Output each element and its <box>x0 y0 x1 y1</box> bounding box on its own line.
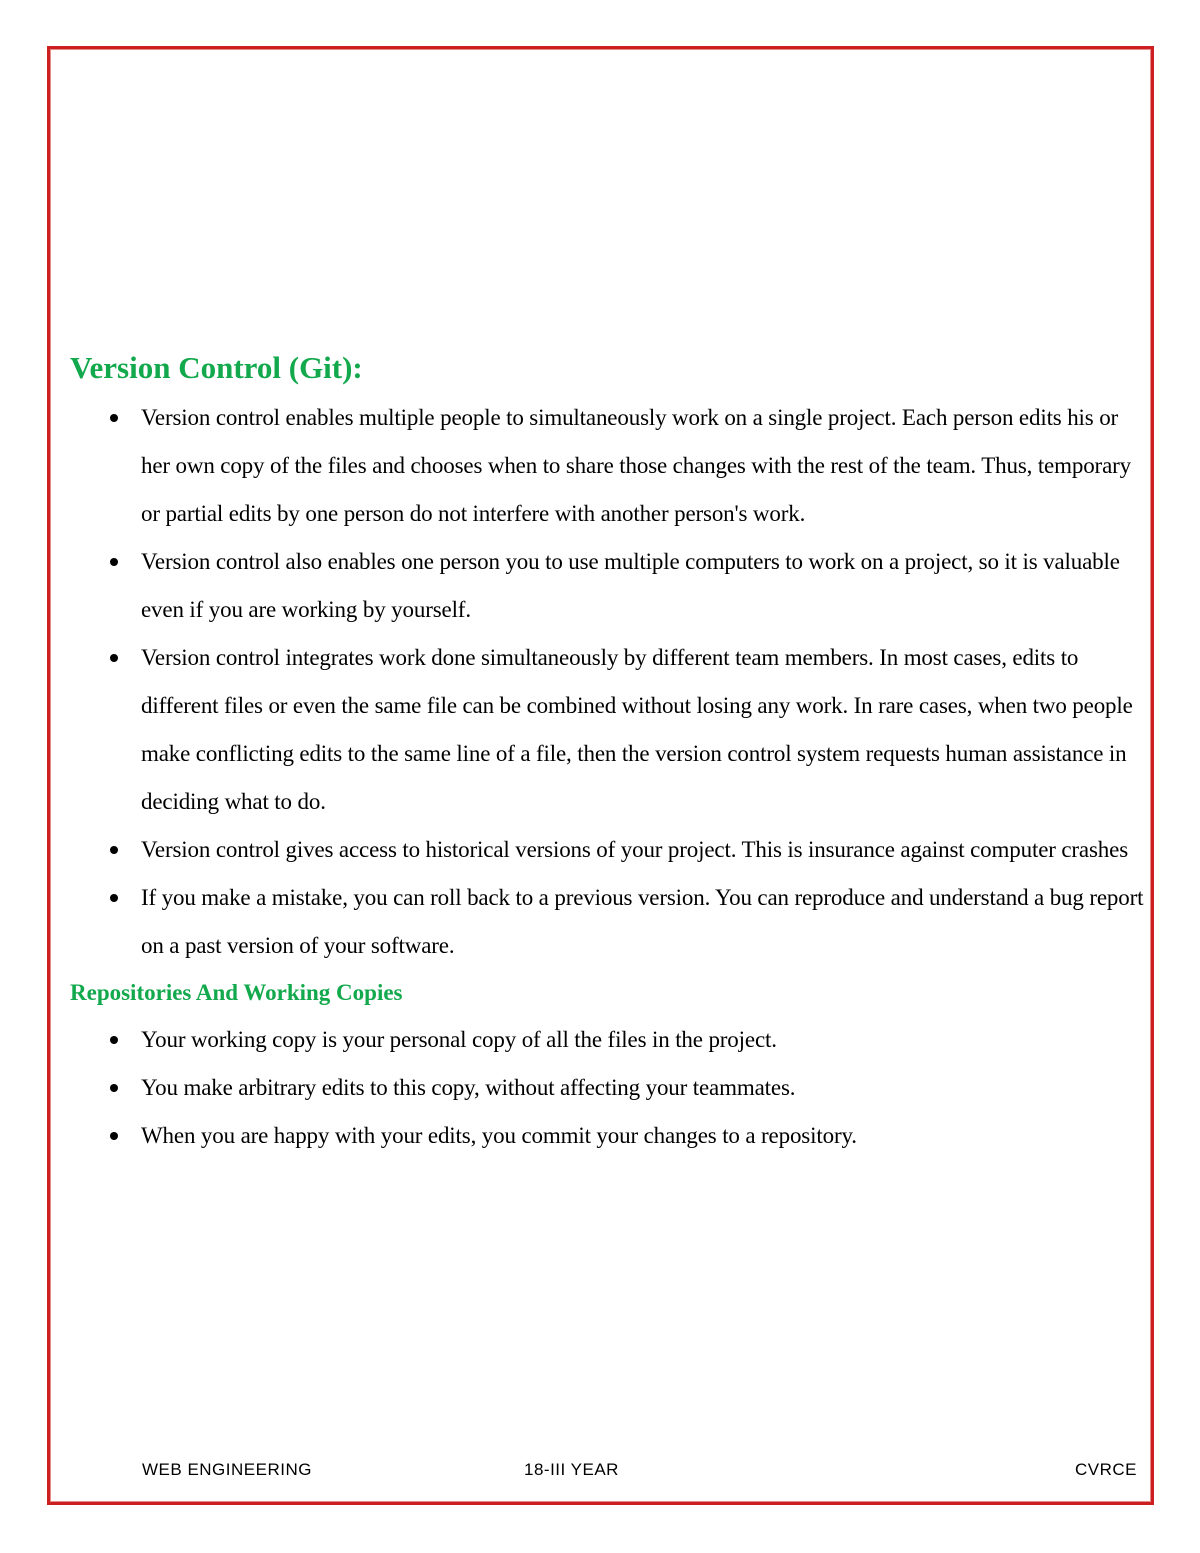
list-item <box>70 538 1150 634</box>
bullet-icon <box>110 558 118 566</box>
bullet-icon <box>110 1036 118 1044</box>
bullet-icon <box>110 846 118 854</box>
list-item <box>70 1064 1150 1112</box>
list-item-text: If you make a mistake, you can roll back to a previous version. You can reproduce and understand a bug report on a past version of your software. <box>141 885 1144 958</box>
footer-left: WEB ENGINEERING <box>142 1460 312 1479</box>
list-item <box>70 826 1150 874</box>
version-control-list <box>70 394 1150 970</box>
bullet-icon <box>110 1084 118 1092</box>
list-item-text: Version control gives access to historical versions of your project. This is insurance against computer crashes <box>141 837 1128 862</box>
list-item-text: Version control also enables one person you to use multiple computers to work on a project, so it is valuable even if you are working by yourself. <box>141 549 1120 622</box>
section-heading-repositories: Repositories And Working Copies <box>70 980 403 1005</box>
bullet-icon <box>110 414 118 422</box>
list-item-text: Version control enables multiple people to simultaneously work on a single project. Each person edits his or her own copy of the files and chooses when to share those changes with the rest of the team. Thus, temporary or partial edits by one person do not interfere with another person's work. <box>141 405 1131 526</box>
section-heading-version-control: Version Control (Git): <box>70 350 363 385</box>
list-item <box>70 1112 1150 1160</box>
bullet-icon <box>110 1132 118 1140</box>
list-item <box>70 394 1150 538</box>
repositories-list <box>70 1016 1150 1160</box>
document-body <box>70 346 1150 1160</box>
list-item-text: Version control integrates work done simultaneously by different team members. In most cases, edits to different files or even the same file can be combined without losing any work. In rare cases, when two people make conflicting edits to the same line of a file, then the version control system requests human assistance in deciding what to do. <box>141 645 1133 814</box>
footer-center: 18-III YEAR <box>524 1460 619 1479</box>
list-item-text: Your working copy is your personal copy of all the files in the project. <box>141 1027 777 1052</box>
list-item <box>70 874 1150 970</box>
footer-right: CVRCE <box>1075 1460 1138 1479</box>
list-item <box>70 1016 1150 1064</box>
bullet-icon <box>110 894 118 902</box>
list-item <box>70 634 1150 826</box>
list-item-text: When you are happy with your edits, you commit your changes to a repository. <box>141 1123 857 1148</box>
bullet-icon <box>110 654 118 662</box>
list-item-text: You make arbitrary edits to this copy, without affecting your teammates. <box>141 1075 796 1100</box>
